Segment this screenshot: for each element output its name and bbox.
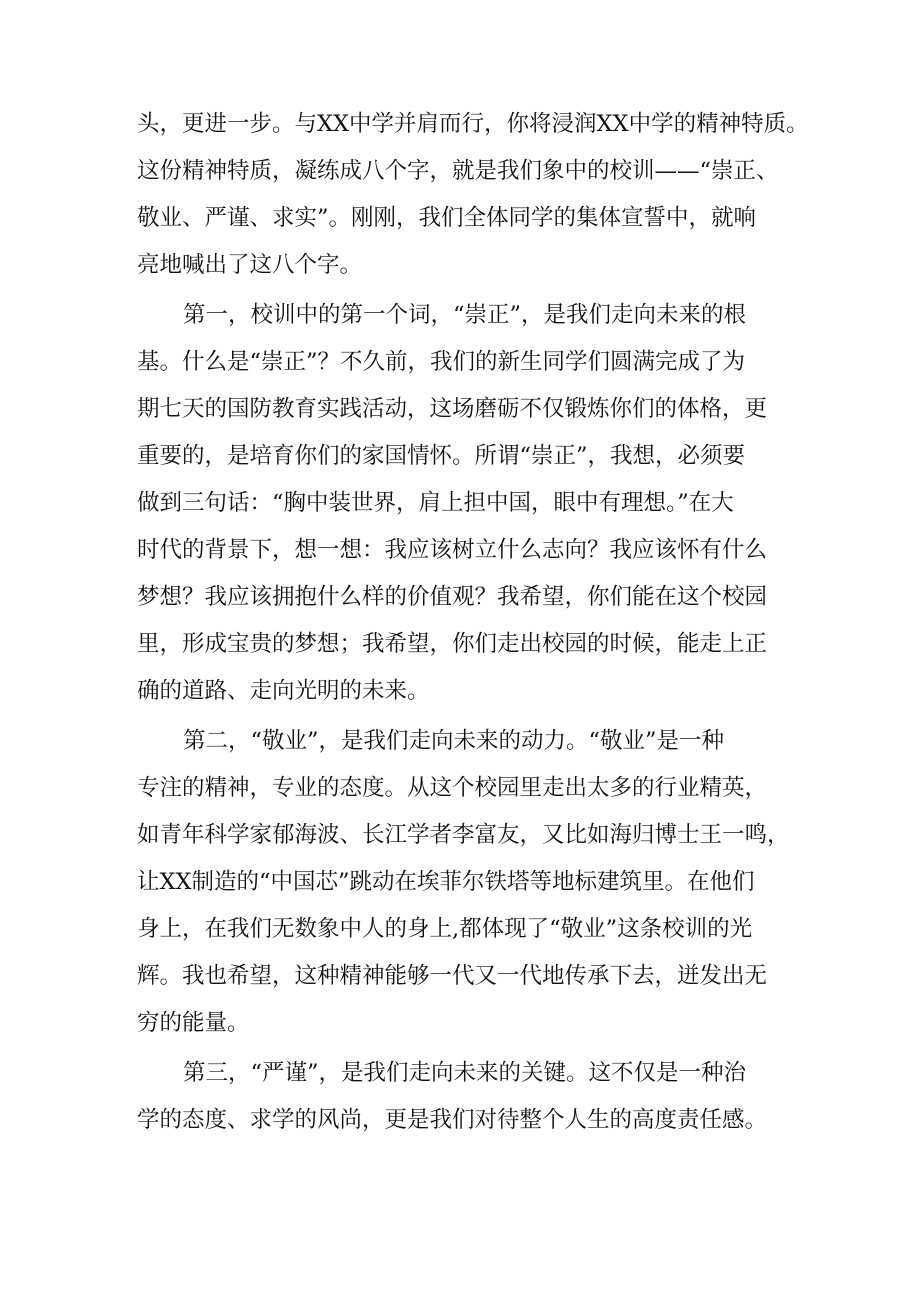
text-line: 里，形成宝贵的梦想；我希望，你们走出校园的时候，能走上正: [137, 631, 768, 657]
text-line: 学的态度、求学的风尚，更是我们对待整个人生的高度责任感。: [137, 1107, 768, 1133]
text-line: 第三，“严谨”，是我们走向未来的关键。这不仅是一种治: [183, 1060, 747, 1086]
text-line: 确的道路、走向光明的未来。: [137, 678, 430, 704]
text-line: 敬业、严谨、求实”。刚刚，我们全体同学的集体宣誓中，就响: [137, 205, 757, 231]
text-line: 头，更进一步。与XX中学并肩而行，你将浸润XX中学的精神特质。: [137, 111, 809, 137]
paragraph-yanjin: [137, 1050, 790, 1144]
text-line: 基。什么是“崇正”？不久前，我们的新生同学们圆满完成了为: [137, 349, 746, 375]
text-line: 专注的精神，专业的态度。从这个校园里走出太多的行业精英，: [137, 775, 768, 801]
text-line: 这份精神特质，凝练成八个字，就是我们象中的校训——“崇正、: [137, 158, 779, 184]
text-line: 做到三句话：“胸中装世界，肩上担中国，眼中有理想。”在大: [137, 490, 734, 516]
text-line: 梦想？我应该拥抱什么样的价值观？我希望，你们能在这个校园: [137, 584, 768, 610]
text-line: 第二，“敬业”，是我们走向未来的动力。“敬业”是一种: [183, 728, 725, 754]
paragraph-chongzheng: [137, 292, 790, 715]
text-line: 如青年科学家郁海波、长江学者李富友，又比如海归博士王一鸣，: [137, 822, 790, 848]
text-line: 身上，在我们无数象中人的身上,都体现了“敬业”这条校训的光: [137, 916, 753, 942]
text-line: 穷的能量。: [137, 1010, 250, 1036]
text-line: 第一，校训中的第一个词，“崇正”，是我们走向未来的根: [183, 302, 747, 328]
text-line: 时代的背景下，想一想：我应该树立什么志向？我应该怀有什么: [137, 537, 768, 563]
paragraph-jingye: [137, 718, 790, 1047]
text-line: 辉。我也希望，这种精神能够一代又一代地传承下去，迸发出无: [137, 963, 768, 989]
paragraph-continuation: [137, 101, 809, 289]
text-line: 让XX制造的“中国芯”跳动在埃菲尔铁塔等地标建筑里。在他们: [137, 869, 755, 895]
text-line: 亮地喊出了这八个字。: [137, 252, 363, 278]
document-body: [137, 101, 809, 1144]
text-line: 重要的，是培育你们的家国情怀。所谓“崇正”，我想，必须要: [137, 443, 746, 469]
text-line: 期七天的国防教育实践活动，这场磨砺不仅锻炼你们的体格，更: [137, 396, 768, 422]
